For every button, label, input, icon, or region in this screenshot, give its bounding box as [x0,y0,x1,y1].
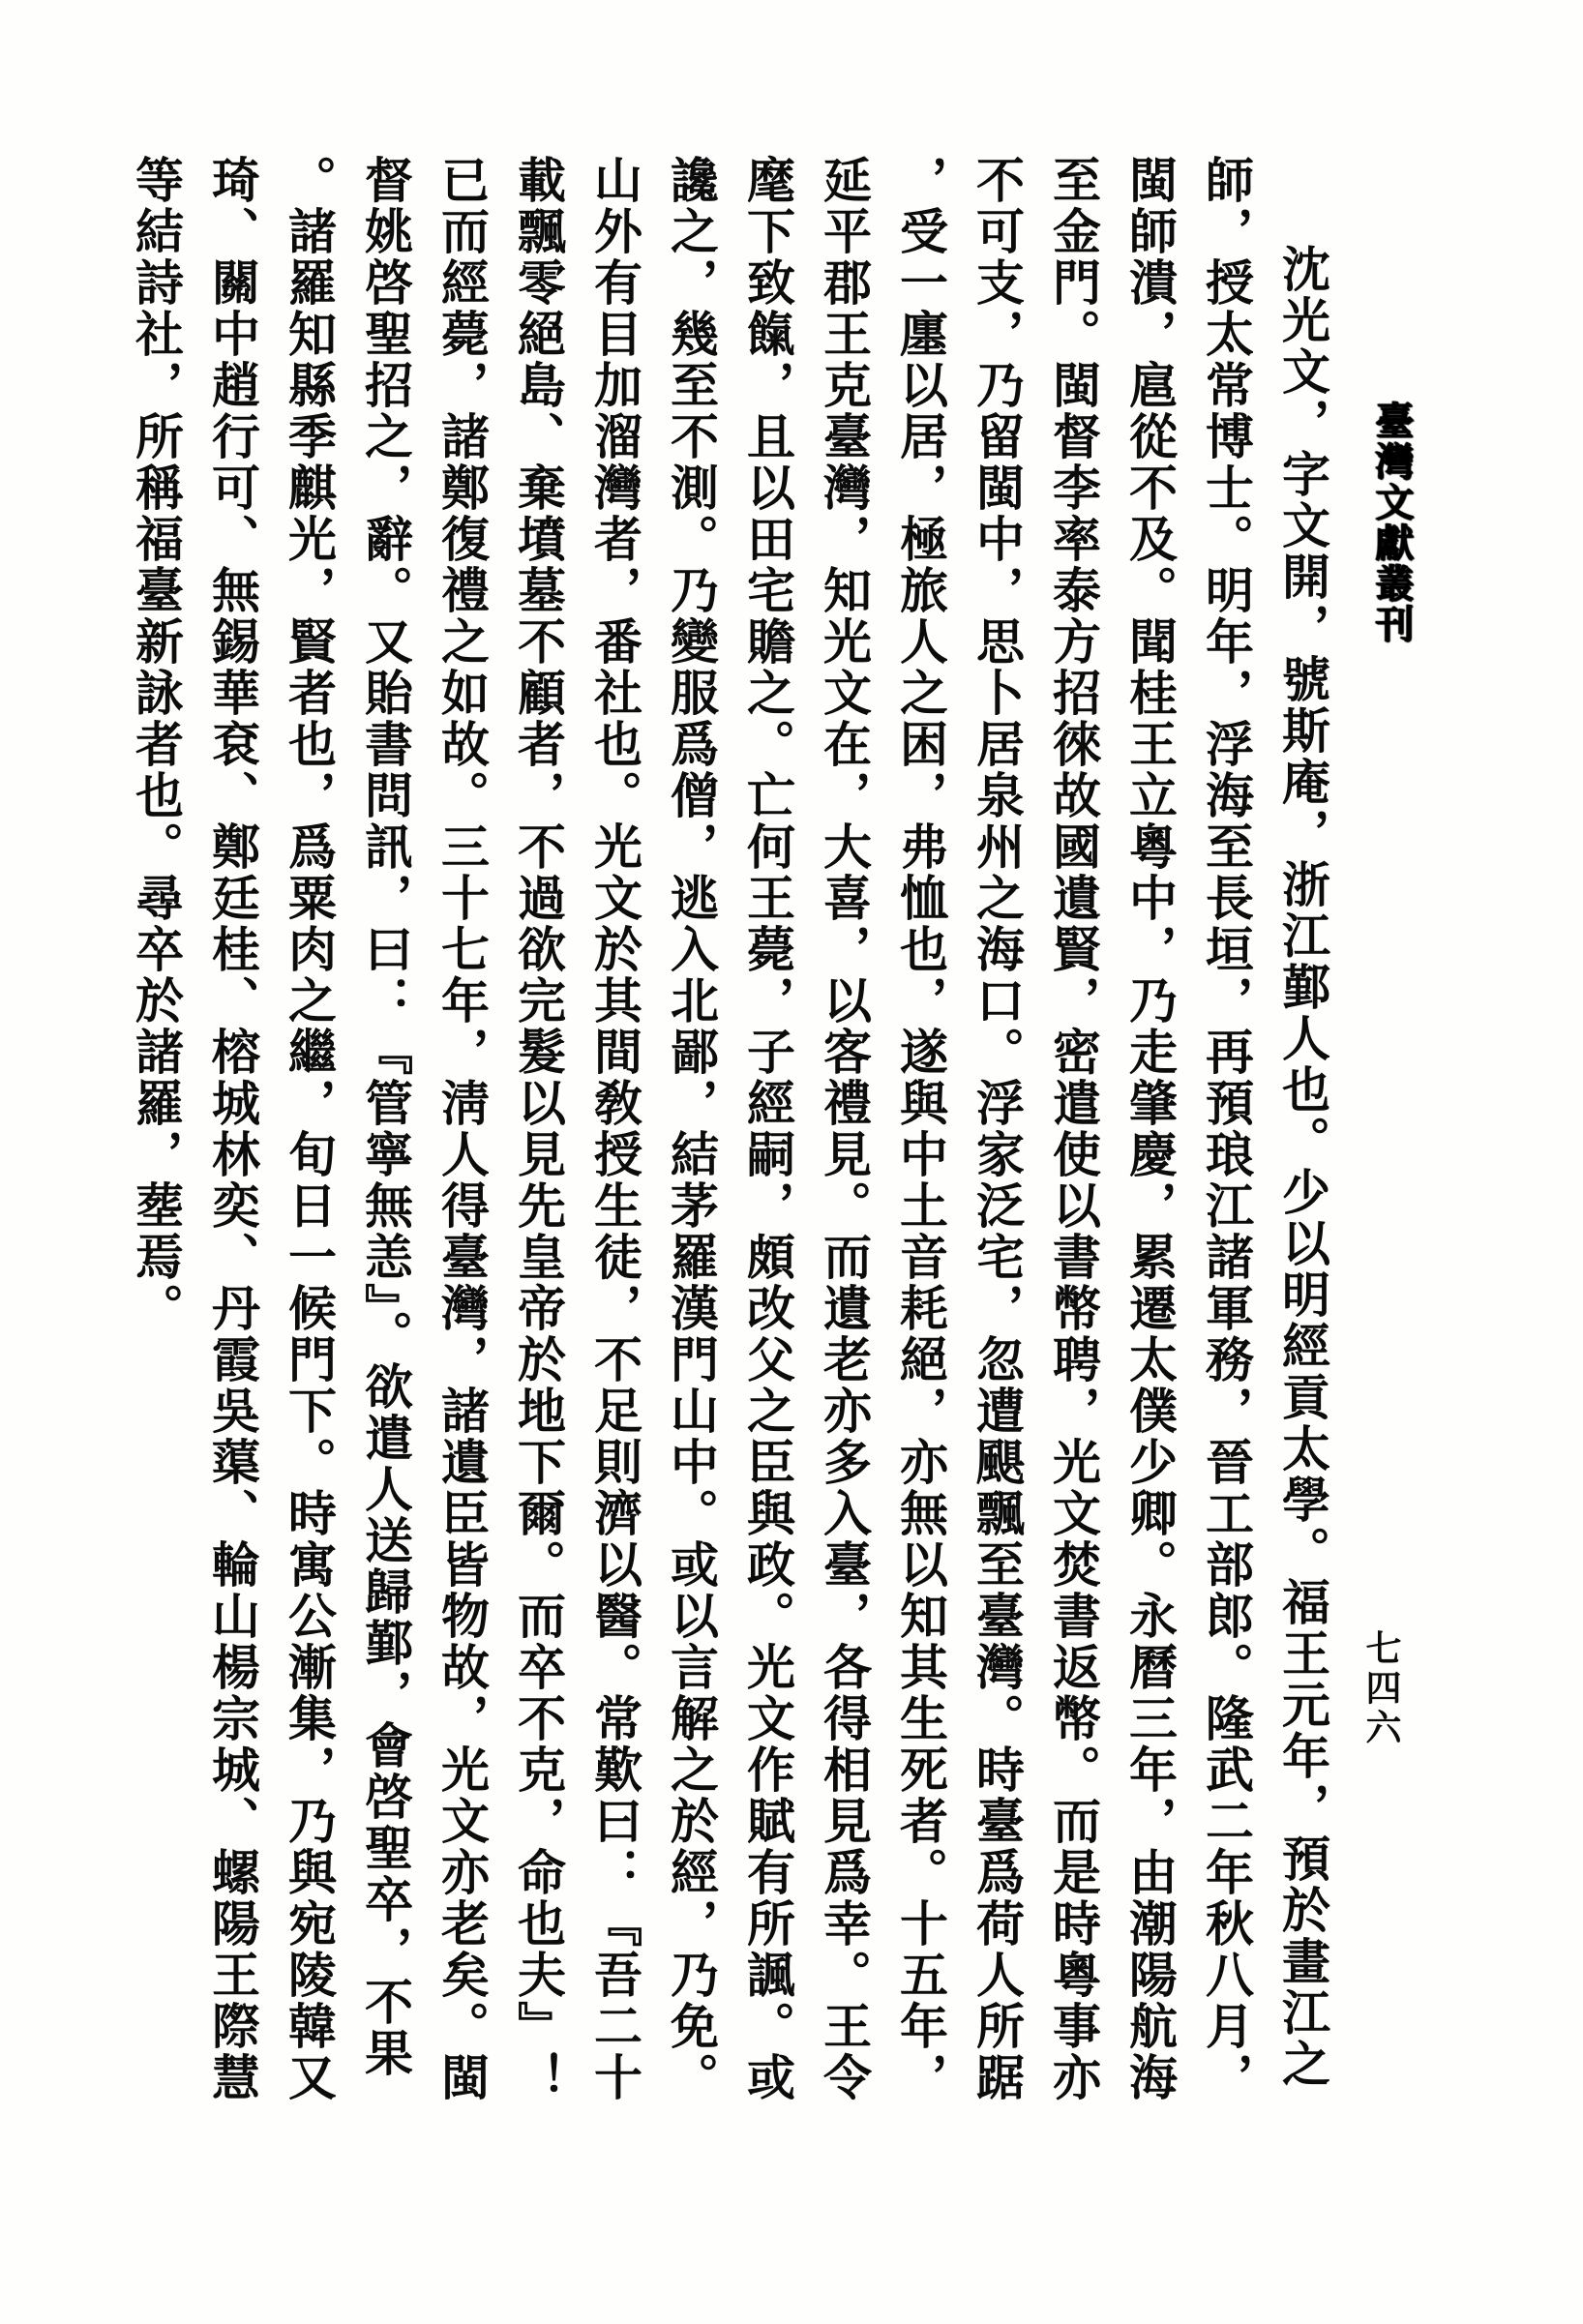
text-column-16: 等結詩社，所稱福臺新詠者也。尋卒於諸羅，塟焉。 [128,155,185,1334]
text-column-5: 不可支，乃留閩中，思卜居泉州之海口。浮家泛宅，忽遭颶飄至臺灣。時臺爲荷人所踞 [969,155,1026,2103]
text-column-1: 沈光文，字文開，號斯庵，浙江鄞人也。少以明經貢太學。福王元年，預於畫江之 [1274,244,1331,2090]
text-column-6: ，受一廛以居，極旅人之困，弗恤也，遂與中土音耗絕，亦無以知其生死者。十五年， [892,155,949,2103]
text-column-7: 延平郡王克臺灣，知光文在，大喜，以客禮見。而遺老亦多入臺，各得相見爲幸。王令 [816,155,873,2103]
text-column-2: 師，授太常博士。明年，浮海至長垣，再預琅江諸軍務，晉工部郎。隆武二年秋八月， [1198,155,1255,2103]
text-column-9: 讒之，幾至不測。乃變服爲僧，逃入北鄙，結茅羅漢門山中。或以言解之於經，乃免。 [663,155,720,2103]
text-column-3: 閩師潰，扈從不及。聞桂王立粵中，乃走肇慶，累遷太僕少卿。永曆三年，由潮陽航海 [1121,155,1179,2103]
text-column-11: 載飄零絕島、棄墳墓不顧者，不過欲完髮以見先皇帝於地下爾。而卒不克，命也夫』！ [510,155,567,2103]
text-column-13: 督姚啓聖招之，辭。又貽書問訊，曰：『管寧無恙』。欲遣人送歸鄞，會啓聖卒，不果 [357,155,414,2079]
text-column-14: 。諸羅知縣季麒光，賢者也，爲粟肉之繼，旬日一候門下。時寓公漸集，乃與宛陵韓又 [281,155,338,2103]
text-column-12: 已而經薨，諸鄭復禮之如故。三十七年，淸人得臺灣，諸遺臣皆物故，光文亦老矣。閩 [433,155,491,2103]
text-column-15: 琦、關中趙行可、無錫華袞、鄭廷桂、榕城林奕、丹霞吳蕖、輪山楊宗城、螺陽王際慧 [204,155,261,2103]
main-text-block [114,155,1341,2119]
text-column-8: 麾下致餼，且以田宅贍之。亡何王薨，子經嗣，頗改父之臣與政。光文作賦有所諷。或 [739,155,796,2103]
text-column-10: 山外有目加溜灣者，番社也。光文於其間敎授生徒，不足則濟以醫。常歎曰：『吾二十 [586,155,643,2103]
text-column-4: 至金門。閩督李率泰方招徠故國遺賢，密遣使以書幣聘，光文焚書返幣。而是時粵事亦 [1045,155,1102,2103]
series-title: 臺灣文獻叢刊 [1369,401,1415,644]
page-number: 七四六 [1359,1629,1402,1748]
